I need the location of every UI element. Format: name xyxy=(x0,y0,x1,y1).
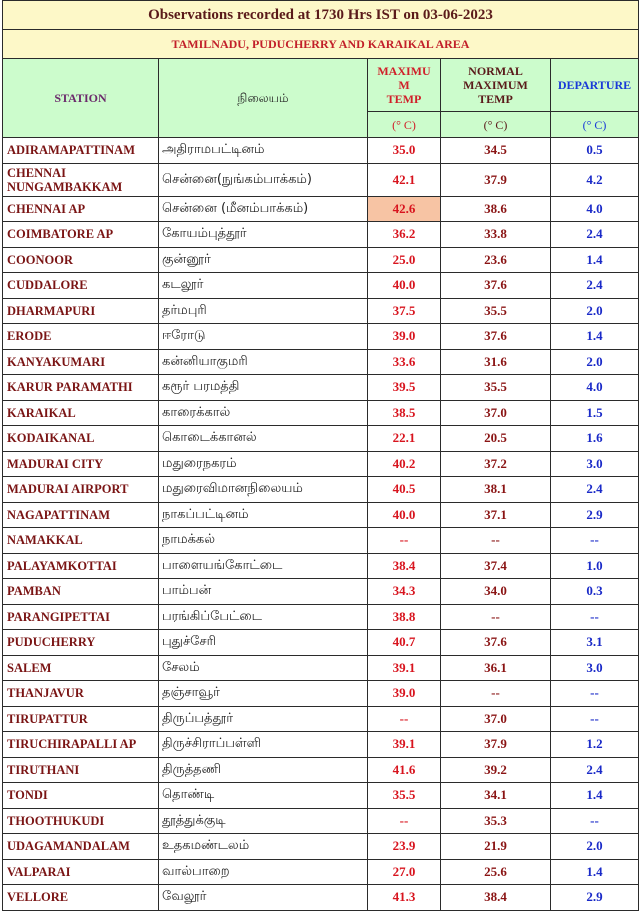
station-name: MADURAI AIRPORT xyxy=(3,477,159,503)
station-name-tamil: வால்பாறை xyxy=(159,859,368,885)
station-name-tamil: மதுரைநகரம் xyxy=(159,451,368,477)
departure-value: 1.5 xyxy=(551,400,639,426)
station-name: DHARMAPURI xyxy=(3,298,159,324)
station-name-tamil: தூத்துக்குடி xyxy=(159,808,368,834)
station-name-tamil: பரங்கிப்பேட்டை xyxy=(159,604,368,630)
max-temp-value: 39.1 xyxy=(368,732,441,758)
normal-max-temp-value: 23.6 xyxy=(441,247,551,273)
table-row xyxy=(3,196,639,222)
normal-max-temp-value: 25.6 xyxy=(441,859,551,885)
max-temp-value: 39.1 xyxy=(368,655,441,681)
departure-value: 2.0 xyxy=(551,298,639,324)
max-temp-value: 39.0 xyxy=(368,681,441,707)
station-name-tamil: பாளையங்கோட்டை xyxy=(159,553,368,579)
station-name: KANYAKUMARI xyxy=(3,349,159,375)
max-temp-label-line1: MAXIMU xyxy=(377,64,431,78)
max-temp-value: 39.0 xyxy=(368,324,441,350)
departure-value: -- xyxy=(551,681,639,707)
normal-temp-label-line2: MAXIMUM xyxy=(463,78,528,92)
departure-value: 1.2 xyxy=(551,732,639,758)
table-row xyxy=(3,375,639,401)
col-header-max-temp xyxy=(368,59,441,112)
table-row xyxy=(3,553,639,579)
normal-max-temp-value: 37.9 xyxy=(441,163,551,196)
table-row xyxy=(3,783,639,809)
station-name-tamil: வேலூர் xyxy=(159,885,368,911)
max-temp-value: -- xyxy=(368,808,441,834)
table-row xyxy=(3,502,639,528)
station-name-tamil: உதகமண்டலம் xyxy=(159,834,368,860)
station-name: VALPARAI xyxy=(3,859,159,885)
station-name: CHENNAI AP xyxy=(3,196,159,222)
station-name-tamil: கோயம்புத்தூர் xyxy=(159,222,368,248)
station-name: UDAGAMANDALAM xyxy=(3,834,159,860)
station-name-tamil: திருச்சிராப்பள்ளி xyxy=(159,732,368,758)
table-row xyxy=(3,885,639,911)
station-name-tamil: தஞ்சாவூர் xyxy=(159,681,368,707)
max-temp-label-line2: M xyxy=(398,78,410,92)
table-row xyxy=(3,808,639,834)
max-temp-value: -- xyxy=(368,706,441,732)
departure-value: 4.0 xyxy=(551,375,639,401)
departure-value: 2.0 xyxy=(551,349,639,375)
normal-max-temp-value: 37.6 xyxy=(441,324,551,350)
station-name: CUDDALORE xyxy=(3,273,159,299)
departure-value: 1.4 xyxy=(551,859,639,885)
max-temp-value: 34.3 xyxy=(368,579,441,605)
normal-max-temp-value: 34.0 xyxy=(441,579,551,605)
normal-max-temp-value: 33.8 xyxy=(441,222,551,248)
departure-value: 4.0 xyxy=(551,196,639,222)
max-temp-value: 40.2 xyxy=(368,451,441,477)
table-row xyxy=(3,732,639,758)
normal-max-temp-value: 35.5 xyxy=(441,298,551,324)
max-temp-value: 38.8 xyxy=(368,604,441,630)
station-name-tamil: சேலம் xyxy=(159,655,368,681)
col-header-departure: DEPARTURE xyxy=(551,59,639,112)
max-temp-value: 41.3 xyxy=(368,885,441,911)
station-name-tamil: கரூர் பரமத்தி xyxy=(159,375,368,401)
max-temp-value: 40.0 xyxy=(368,273,441,299)
max-temp-value: 40.7 xyxy=(368,630,441,656)
normal-max-temp-value: 34.1 xyxy=(441,783,551,809)
departure-value: -- xyxy=(551,808,639,834)
normal-max-temp-value: -- xyxy=(441,528,551,554)
max-temp-value: 37.5 xyxy=(368,298,441,324)
max-temp-value: 35.5 xyxy=(368,783,441,809)
departure-value: 3.0 xyxy=(551,451,639,477)
station-name-tamil: நாகப்பட்டினம் xyxy=(159,502,368,528)
station-name-tamil: தொண்டி xyxy=(159,783,368,809)
normal-max-temp-value: 39.2 xyxy=(441,757,551,783)
station-name-tamil: சென்னை(நுங்கம்பாக்கம்) xyxy=(159,163,368,196)
max-temp-value: 23.9 xyxy=(368,834,441,860)
departure-value: 1.4 xyxy=(551,324,639,350)
max-temp-value: 25.0 xyxy=(368,247,441,273)
station-name-tamil: கன்னியாகுமரி xyxy=(159,349,368,375)
table-row xyxy=(3,163,639,196)
normal-temp-label-line1: NORMAL xyxy=(468,64,523,78)
max-temp-value: -- xyxy=(368,528,441,554)
normal-max-temp-value: -- xyxy=(441,681,551,707)
station-name: KARAIKAL xyxy=(3,400,159,426)
normal-max-temp-value: 37.1 xyxy=(441,502,551,528)
station-name: CHENNAI NUNGAMBAKKAM xyxy=(3,163,159,196)
table-row xyxy=(3,477,639,503)
normal-max-temp-value: 38.6 xyxy=(441,196,551,222)
departure-value: 2.9 xyxy=(551,885,639,911)
station-name: PALAYAMKOTTAI xyxy=(3,553,159,579)
station-name-tamil: சென்னை (மீனம்பாக்கம்) xyxy=(159,196,368,222)
station-name: TIRUPATTUR xyxy=(3,706,159,732)
station-name: SALEM xyxy=(3,655,159,681)
max-temp-value: 41.6 xyxy=(368,757,441,783)
station-name: NAGAPATTINAM xyxy=(3,502,159,528)
table-row xyxy=(3,757,639,783)
table-row xyxy=(3,273,639,299)
station-name: TIRUCHIRAPALLI AP xyxy=(3,732,159,758)
table-row xyxy=(3,579,639,605)
station-name: PUDUCHERRY xyxy=(3,630,159,656)
table-row xyxy=(3,604,639,630)
table-row xyxy=(3,222,639,248)
station-name: ERODE xyxy=(3,324,159,350)
page-title: Observations recorded at 1730 Hrs IST on 03-06-2023 xyxy=(3,1,639,30)
observations-document xyxy=(2,0,638,911)
station-name-tamil: மதுரைவிமானநிலையம் xyxy=(159,477,368,503)
col-header-tamil-station: நிலையம் xyxy=(159,59,368,138)
normal-max-temp-value: 37.0 xyxy=(441,400,551,426)
table-row xyxy=(3,426,639,452)
normal-max-temp-value: 21.9 xyxy=(441,834,551,860)
max-temp-value: 27.0 xyxy=(368,859,441,885)
departure-value: 1.0 xyxy=(551,553,639,579)
station-name-tamil: தர்மபுரி xyxy=(159,298,368,324)
departure-value: 0.3 xyxy=(551,579,639,605)
departure-value: 1.4 xyxy=(551,247,639,273)
normal-max-temp-value: 20.5 xyxy=(441,426,551,452)
table-row xyxy=(3,528,639,554)
max-temp-value: 36.2 xyxy=(368,222,441,248)
normal-max-temp-value: 37.9 xyxy=(441,732,551,758)
table-row xyxy=(3,859,639,885)
station-name: PAMBAN xyxy=(3,579,159,605)
temperature-table xyxy=(2,0,639,911)
max-temp-value: 40.0 xyxy=(368,502,441,528)
station-name: ADIRAMAPATTINAM xyxy=(3,138,159,164)
departure-value: 3.0 xyxy=(551,655,639,681)
col-header-normal-max-temp xyxy=(441,59,551,112)
max-temp-value: 40.5 xyxy=(368,477,441,503)
table-row xyxy=(3,324,639,350)
station-name: TONDI xyxy=(3,783,159,809)
table-row xyxy=(3,681,639,707)
station-name: VELLORE xyxy=(3,885,159,911)
departure-value: 2.4 xyxy=(551,477,639,503)
station-name: NAMAKKAL xyxy=(3,528,159,554)
station-name-tamil: திருத்தணி xyxy=(159,757,368,783)
unit-max-temp: (° C) xyxy=(368,112,441,138)
station-name-tamil: காரைக்கால் xyxy=(159,400,368,426)
normal-max-temp-value: -- xyxy=(441,604,551,630)
station-name: THANJAVUR xyxy=(3,681,159,707)
max-temp-value: 39.5 xyxy=(368,375,441,401)
max-temp-value: 42.1 xyxy=(368,163,441,196)
departure-value: 2.4 xyxy=(551,757,639,783)
departure-value: -- xyxy=(551,528,639,554)
station-name: KARUR PARAMATHI xyxy=(3,375,159,401)
departure-value: 3.1 xyxy=(551,630,639,656)
normal-max-temp-value: 35.3 xyxy=(441,808,551,834)
max-temp-value: 42.6 xyxy=(368,196,441,222)
departure-value: 0.5 xyxy=(551,138,639,164)
station-name: TIRUTHANI xyxy=(3,757,159,783)
station-name: KODAIKANAL xyxy=(3,426,159,452)
region-subtitle: TAMILNADU, PUDUCHERRY AND KARAIKAL AREA xyxy=(3,30,639,59)
station-name-tamil: திருப்பத்தூர் xyxy=(159,706,368,732)
station-name-tamil: குன்னூர் xyxy=(159,247,368,273)
departure-value: -- xyxy=(551,604,639,630)
station-name-tamil: அதிராமபட்டினம் xyxy=(159,138,368,164)
normal-max-temp-value: 31.6 xyxy=(441,349,551,375)
table-row xyxy=(3,247,639,273)
station-name-tamil: நாமக்கல் xyxy=(159,528,368,554)
unit-normal-temp: (° C) xyxy=(441,112,551,138)
departure-value: 1.4 xyxy=(551,783,639,809)
normal-max-temp-value: 37.4 xyxy=(441,553,551,579)
normal-max-temp-value: 37.2 xyxy=(441,451,551,477)
station-name: COONOOR xyxy=(3,247,159,273)
table-row xyxy=(3,349,639,375)
departure-value: 2.9 xyxy=(551,502,639,528)
station-name-tamil: ஈரோடு xyxy=(159,324,368,350)
station-name-tamil: பாம்பன் xyxy=(159,579,368,605)
departure-value: 2.0 xyxy=(551,834,639,860)
station-name: MADURAI CITY xyxy=(3,451,159,477)
departure-value: 2.4 xyxy=(551,222,639,248)
max-temp-value: 22.1 xyxy=(368,426,441,452)
normal-max-temp-value: 34.5 xyxy=(441,138,551,164)
station-name-tamil: கொடைக்கானல் xyxy=(159,426,368,452)
station-name: COIMBATORE AP xyxy=(3,222,159,248)
table-row xyxy=(3,834,639,860)
max-temp-value: 33.6 xyxy=(368,349,441,375)
table-row xyxy=(3,298,639,324)
max-temp-value: 38.5 xyxy=(368,400,441,426)
normal-max-temp-value: 38.4 xyxy=(441,885,551,911)
table-row xyxy=(3,451,639,477)
table-row xyxy=(3,400,639,426)
departure-value: 1.6 xyxy=(551,426,639,452)
normal-max-temp-value: 37.0 xyxy=(441,706,551,732)
station-name: PARANGIPETTAI xyxy=(3,604,159,630)
max-temp-value: 38.4 xyxy=(368,553,441,579)
normal-max-temp-value: 38.1 xyxy=(441,477,551,503)
normal-temp-label-line3: TEMP xyxy=(478,92,513,106)
station-name-tamil: கடலூர் xyxy=(159,273,368,299)
unit-departure: (° C) xyxy=(551,112,639,138)
table-row xyxy=(3,655,639,681)
table-row xyxy=(3,630,639,656)
table-row xyxy=(3,138,639,164)
departure-value: -- xyxy=(551,706,639,732)
normal-max-temp-value: 37.6 xyxy=(441,273,551,299)
normal-max-temp-value: 37.6 xyxy=(441,630,551,656)
max-temp-value: 35.0 xyxy=(368,138,441,164)
max-temp-label-line3: TEMP xyxy=(386,92,422,106)
table-row xyxy=(3,706,639,732)
normal-max-temp-value: 36.1 xyxy=(441,655,551,681)
departure-value: 4.2 xyxy=(551,163,639,196)
departure-value: 2.4 xyxy=(551,273,639,299)
station-name: THOOTHUKUDI xyxy=(3,808,159,834)
station-name-tamil: புதுச்சேரி xyxy=(159,630,368,656)
normal-max-temp-value: 35.5 xyxy=(441,375,551,401)
col-header-station: STATION xyxy=(3,59,159,138)
